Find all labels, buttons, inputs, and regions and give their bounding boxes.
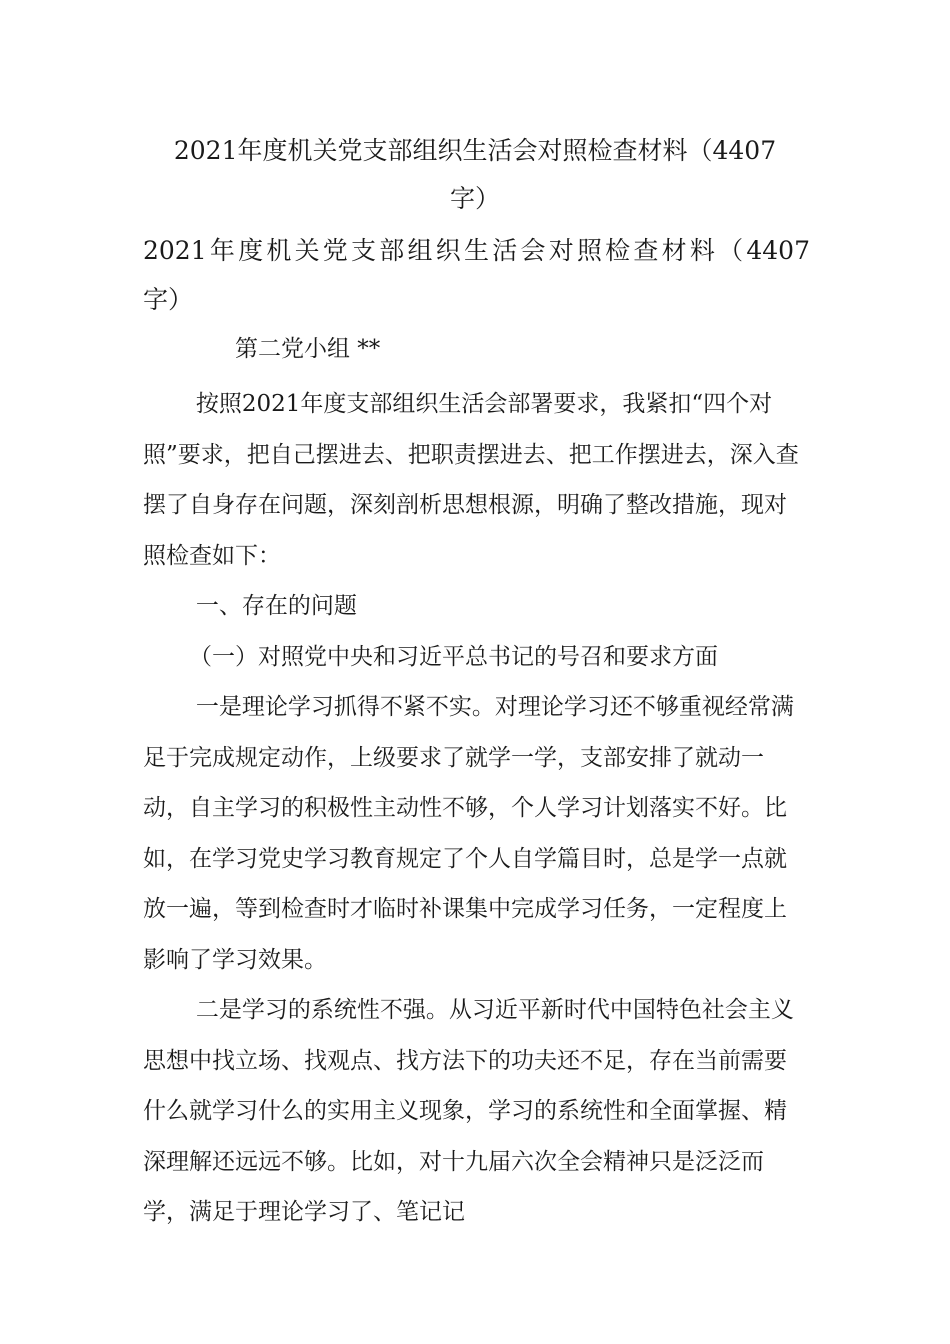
section-heading-1: 一、存在的问题 <box>195 593 357 619</box>
document-body <box>143 379 808 1238</box>
title-line-2: 字） <box>143 285 194 314</box>
title-line-1: 2021年度机关党支部组织生活会对照检查材料（4407 <box>143 236 810 265</box>
centered-title-line-2: 字） <box>449 184 500 213</box>
paragraph-point-2: 二是学习的系统性不强。从习近平新时代中国特色社会主义思想中找立场、找观点、找方法下的功夫还不足，存在当前需要什么就学习什么的实用主义现象，学习的系统性和全面掌握、精深理解还远远不够。比如，对十九届六次全会精神只是泛泛而学，满足于理论学习了、笔记记 <box>143 997 794 1225</box>
paragraph-intro: 按照2021年度支部组织生活会部署要求，我紧扣“四个对照”要求，把自己摆进去、把职责摆进去、把工作摆进去，深入查摆了自身存在问题，深刻剖析思想根源，明确了整改措施，现对照检查如下： <box>143 391 799 569</box>
paragraph-point-1: 一是理论学习抓得不紧不实。对理论学习还不够重视经常满足于完成规定动作，上级要求了就学一学，支部安排了就动一动，自主学习的积极性主动性不够，个人学习计划落实不好。比如，在学习党史学习教育规定了个人自学篇目时，总是学一点就放一遍，等到检查时才临时补课集中完成学习任务，一定程度上影响了学习效果。 <box>143 694 794 973</box>
subsection-heading-1: （一）对照党中央和习近平总书记的号召和要求方面 <box>189 643 718 670</box>
author-line: 第二党小组 ** <box>235 336 381 362</box>
centered-title-line-1: 2021年度机关党支部组织生活会对照检查材料（4407 <box>173 136 777 165</box>
